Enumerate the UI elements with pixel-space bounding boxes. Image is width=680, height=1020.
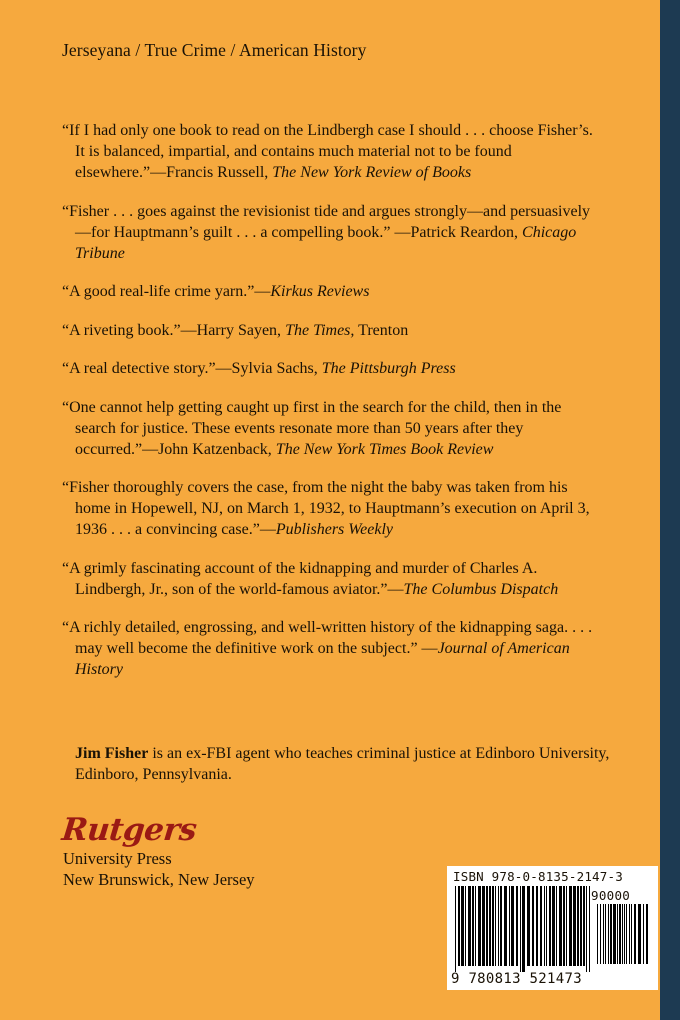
review-quote <box>62 397 602 460</box>
barcode-bar <box>500 886 502 966</box>
barcode-bar <box>622 904 623 964</box>
publisher-name: University Press <box>63 849 172 868</box>
barcode-bar <box>559 886 562 966</box>
barcode-bar <box>498 886 499 966</box>
barcode-bar <box>532 886 534 966</box>
barcode-bar <box>549 886 551 966</box>
quote-text: “A riveting book.”—Harry Sayen, <box>62 321 286 339</box>
barcode-bar <box>631 904 632 964</box>
barcode-bar <box>475 886 476 966</box>
barcode-bar <box>489 886 491 966</box>
barcode-bar <box>516 886 518 966</box>
category-line: Jerseyana / True Crime / American History <box>62 40 367 60</box>
barcode-bar <box>455 886 456 972</box>
barcode-bar <box>546 886 547 966</box>
quote-source: Journal of American History <box>75 640 570 678</box>
barcode-bar <box>527 886 530 966</box>
review-quote <box>62 281 602 302</box>
barcode-bar <box>583 886 585 966</box>
barcode-bar <box>586 886 587 972</box>
barcode-bar <box>638 904 641 964</box>
barcode-bar <box>492 886 494 966</box>
barcode-bar <box>605 904 606 964</box>
barcode-bar <box>556 886 557 966</box>
quote-text: “Fisher . . . goes against the revisionist tide and argues strongly—and persuasively—for Hauptmann’s guilt . . . a compelling book.” —Patrick Reardon, <box>62 202 591 241</box>
quote-text: “Fisher thoroughly covers the case, from the night the baby was taken from his home in Hopewell, NJ, on March 1, 1932, to Hauptmann’s execution on April 3, 1936 . . . a convincing case.”— <box>62 479 590 538</box>
barcode-bar <box>617 904 618 964</box>
review-quote <box>62 617 602 680</box>
barcode-bar <box>536 886 538 966</box>
barcode-bar <box>472 886 474 966</box>
barcode-bar <box>486 886 488 966</box>
barcode-bar <box>511 886 514 966</box>
barcode-bar <box>495 886 496 966</box>
quote-text: “A richly detailed, engrossing, and well-written history of the kidnapping saga. . . . may well become the definitive work on the subject.” — <box>62 619 593 657</box>
barcode-panel <box>447 866 658 990</box>
publisher-location: New Brunswick, New Jersey <box>63 870 255 889</box>
barcode-bar <box>613 904 616 964</box>
barcode-bar <box>624 904 625 964</box>
price-code-label: 90000 <box>591 888 631 903</box>
quote-text: “One cannot help getting caught up first in the search for the child, then in the search for justice. These events resonate more than 50 years after they occurred.”—John Katzenback, <box>62 398 562 458</box>
ean-barcode <box>455 886 591 972</box>
review-quotes <box>62 120 602 698</box>
quote-source: The New York Review of Books <box>272 164 472 181</box>
review-quote <box>62 320 602 341</box>
barcode-bar <box>589 886 590 972</box>
barcode-bar <box>634 904 636 964</box>
barcode-bar <box>646 904 648 964</box>
barcode-bar <box>461 886 464 966</box>
barcode-bar <box>504 886 507 966</box>
barcode-bar <box>482 886 485 966</box>
barcode-bar <box>522 886 525 972</box>
barcode-bar <box>610 904 612 964</box>
publisher-block <box>62 812 255 890</box>
barcode-bar <box>626 904 627 964</box>
barcode-bar <box>569 886 572 966</box>
quote-source: The New York Times Book Review <box>275 440 494 458</box>
quote-source: Kirkus Reviews <box>270 283 370 300</box>
quote-source: The Pittsburgh Press <box>321 360 456 377</box>
author-bio-text: is an ex-FBI agent who teaches criminal justice at Edinboro University, Edinboro, Pennsylvania. <box>75 745 610 783</box>
quote-source: The Times, <box>285 321 355 339</box>
barcode-bar <box>566 886 567 966</box>
review-quote <box>62 558 602 600</box>
quote-source: The Columbus Dispatch <box>403 580 559 598</box>
quote-text: “A grimly fascinating account of the kidnapping and murder of Charles A. Lindbergh, Jr., son of the world-famous aviator.”— <box>62 559 538 598</box>
barcode-bar <box>619 904 621 964</box>
barcode-bar <box>509 886 510 966</box>
barcode-bar <box>577 886 579 966</box>
quote-source: Chicago Tribune <box>75 223 577 262</box>
barcode-bar <box>468 886 471 966</box>
barcode-bar <box>643 904 644 964</box>
review-quote <box>62 120 602 183</box>
barcode-bar <box>544 886 545 966</box>
quote-trailing: Trenton <box>354 321 409 339</box>
barcode-bar <box>465 886 466 966</box>
publisher-logo: Rutgers <box>60 812 199 848</box>
barcode-bar <box>600 904 601 964</box>
ean-digits: 9 780813 521473 <box>451 971 582 987</box>
barcode-bar <box>540 886 542 966</box>
review-quote <box>62 201 602 264</box>
review-quote <box>62 358 602 379</box>
quote-text: “A real detective story.”—Sylvia Sachs, <box>62 360 322 377</box>
barcode-bar <box>573 886 576 966</box>
price-barcode <box>597 904 649 970</box>
barcode-bar <box>580 886 582 966</box>
author-bio <box>75 743 615 785</box>
barcode-bar <box>608 904 609 964</box>
barcode-bar <box>563 886 565 966</box>
review-quote <box>62 477 602 540</box>
spine-edge <box>660 0 680 1020</box>
quote-text: “A good real-life crime yarn.”— <box>62 283 271 300</box>
author-name: Jim Fisher <box>75 745 149 762</box>
barcode-bar <box>597 904 598 964</box>
barcode-bar <box>478 886 481 966</box>
isbn-label: ISBN 978-0-8135-2147-3 <box>453 869 623 884</box>
barcode-bar <box>552 886 555 966</box>
quote-text: “If I had only one book to read on the Lindbergh case I should . . . choose Fisher’s. It is balanced, impartial, and contains much material not to be found elsewhere.”—Francis Russell, <box>62 122 593 181</box>
barcode-bar <box>629 904 630 964</box>
quote-source: Publishers Weekly <box>275 521 393 538</box>
barcode-bar <box>603 904 604 964</box>
barcode-bar <box>520 886 521 972</box>
barcode-bar <box>458 886 460 966</box>
